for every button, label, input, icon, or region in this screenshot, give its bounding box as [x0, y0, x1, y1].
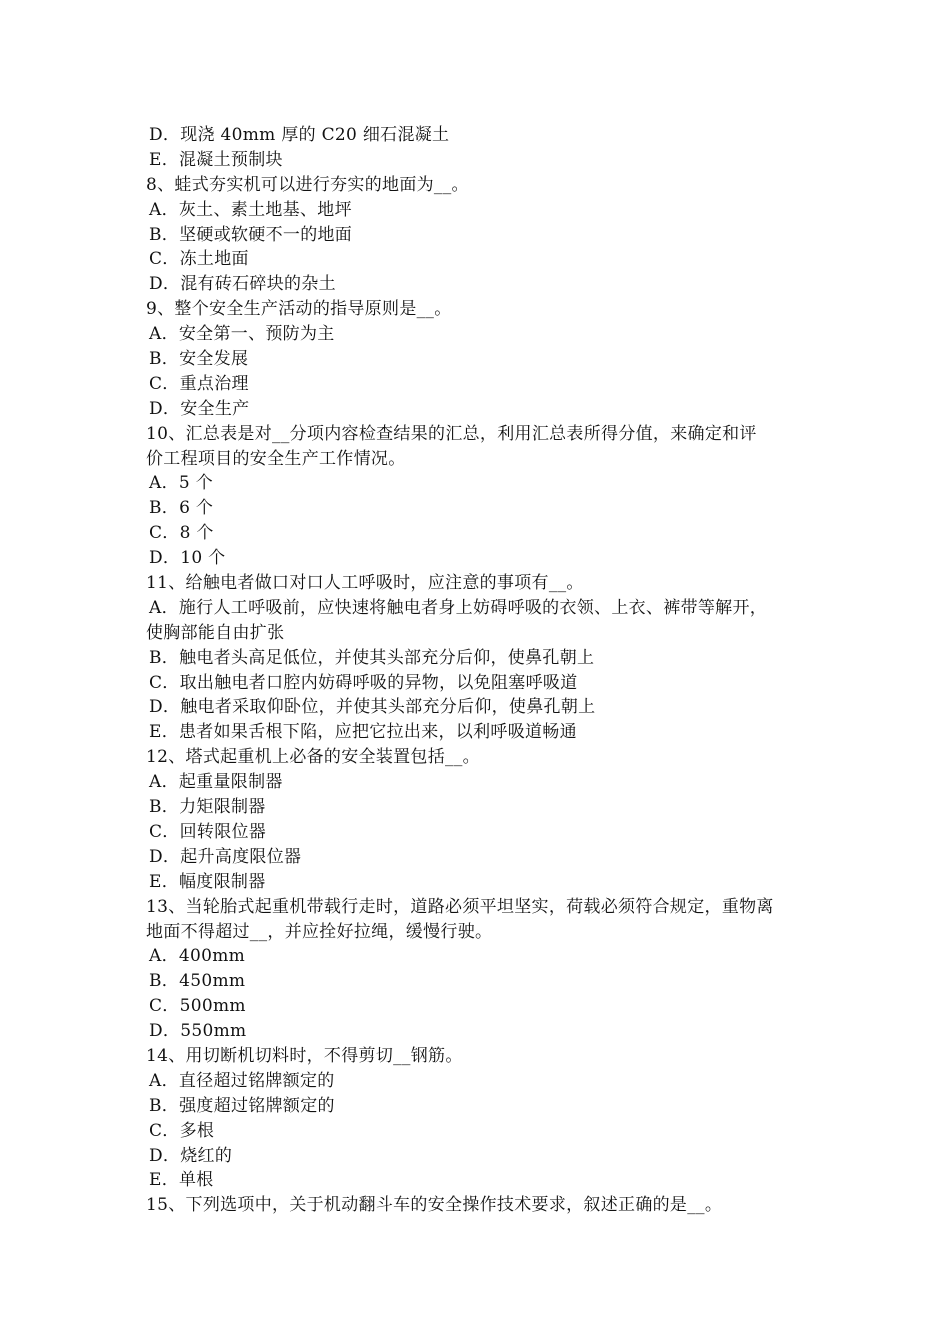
option-line: C．8 个	[149, 523, 214, 544]
option-line: C．取出触电者口腔内妨碍呼吸的异物，以免阻塞呼吸道	[149, 672, 578, 693]
option-line: C．500mm	[149, 996, 246, 1017]
option-line: E．幅度限制器	[149, 871, 266, 892]
question-line: 14、用切断机切料时，不得剪切__钢筋。	[146, 1045, 463, 1066]
option-line: D．起升高度限位器	[149, 846, 302, 867]
option-line: B．触电者头高足低位，并使其头部充分后仰，使鼻孔朝上	[149, 647, 595, 668]
option-line: B．力矩限制器	[149, 797, 266, 818]
question-line: 8、蛙式夯实机可以进行夯实的地面为__。	[146, 174, 469, 195]
option-line: A．施行人工呼吸前，应快速将触电者身上妨碍呼吸的衣领、上衣、裤带等解开，	[149, 597, 768, 618]
option-line: D．现浇 40mm 厚的 C20 细石混凝土	[149, 125, 450, 145]
option-line: D．550mm	[149, 1021, 247, 1042]
option-line: E．患者如果舌根下陷，应把它拉出来，以利呼吸道畅通	[149, 722, 577, 743]
option-line: D．10 个	[149, 548, 226, 569]
option-line: D．混有砖石碎块的杂土	[149, 274, 336, 295]
option-line: D．触电者采取仰卧位，并使其头部充分后仰，使鼻孔朝上	[149, 697, 596, 718]
option-line: B．强度超过铭牌额定的	[149, 1095, 335, 1116]
option-line: C．重点治理	[149, 373, 249, 394]
question-line: 15、下列选项中，关于机动翻斗车的安全操作技术要求，叙述正确的是__。	[146, 1195, 723, 1216]
option-line: A．灰土、素土地基、地坪	[149, 199, 352, 220]
question-line: 10、汇总表是对__分项内容检查结果的汇总，利用汇总表所得分值，来确定和评	[146, 423, 757, 444]
question-line: 11、给触电者做口对口人工呼吸时，应注意的事项有__。	[146, 573, 584, 594]
option-line: C．冻土地面	[149, 249, 249, 270]
document-page	[146, 123, 818, 1218]
option-line: A．5 个	[149, 473, 213, 494]
option-continuation-line: 使胸部能自由扩张	[146, 622, 285, 643]
option-line: C．多根	[149, 1120, 215, 1141]
option-line: A．起重量限制器	[149, 772, 283, 793]
option-line: B．安全发展	[149, 349, 249, 370]
option-line: C．回转限位器	[149, 821, 267, 842]
question-line: 9、整个安全生产活动的指导原则是__。	[146, 299, 452, 320]
option-line: A．直径超过铭牌额定的	[149, 1070, 335, 1091]
question-line: 13、当轮胎式起重机带载行走时，道路必须平坦坚实，荷载必须符合规定，重物离	[146, 896, 774, 917]
question-line: 12、塔式起重机上必备的安全装置包括__。	[146, 747, 480, 768]
option-line: D．烧红的	[149, 1145, 233, 1166]
option-line: B．6 个	[149, 498, 214, 519]
option-line: D．安全生产	[149, 398, 250, 419]
option-line: E．混凝土预制块	[149, 149, 283, 170]
option-line: E．单根	[149, 1170, 214, 1191]
option-line: B．450mm	[149, 971, 246, 992]
option-line: B．坚硬或软硬不一的地面	[149, 224, 353, 245]
question-line: 价工程项目的安全生产工作情况。	[146, 448, 406, 469]
option-line: A．400mm	[149, 946, 246, 967]
question-line: 地面不得超过__，并应拴好拉绳，缓慢行驶。	[146, 921, 493, 942]
option-line: A．安全第一、预防为主	[149, 324, 335, 345]
